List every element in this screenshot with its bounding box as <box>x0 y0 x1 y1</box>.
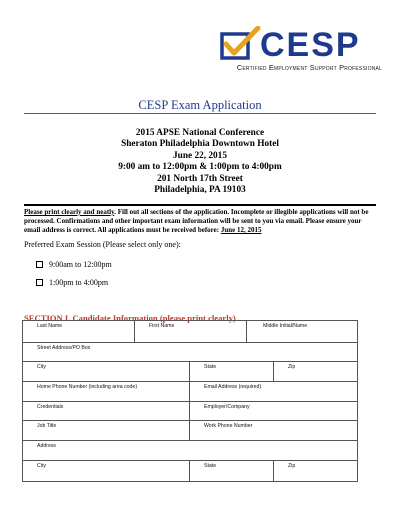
form-row <box>23 362 357 382</box>
work-zip-field[interactable]: Zip <box>288 463 296 469</box>
credentials-field[interactable]: Credentials <box>23 402 190 420</box>
conference-line: 9:00 am to 12:00pm & 1:00pm to 4:00pm <box>118 162 282 173</box>
session-option-label: 1:00pm to 4:00pm <box>49 278 109 287</box>
form-row <box>23 343 357 362</box>
instructions-notice <box>24 208 378 235</box>
form-row <box>23 461 357 481</box>
checkbox-icon[interactable] <box>36 261 43 268</box>
candidate-info-form <box>22 320 358 482</box>
last-name-field[interactable]: Last Name <box>23 321 135 342</box>
state-field[interactable]: State <box>190 362 274 381</box>
zip-field[interactable]: Zip <box>288 364 296 370</box>
first-name-field[interactable]: First Name <box>135 321 247 342</box>
session-prompt: Preferred Exam Session (Please select only one): <box>24 240 181 249</box>
checkbox-icon[interactable] <box>36 279 43 286</box>
work-phone-field[interactable]: Work Phone Number <box>204 423 253 429</box>
notice-body: . Fill out all sections of the application. Incomplete or illegible applications will not be processed. Confirmations and other important exam information will be sent to you via email. Please ensure your email address is correct. All applications must be received before: <box>24 208 369 234</box>
session-option-label: 9:00am to 12:00pm <box>49 260 112 269</box>
job-title-field[interactable]: Job Title <box>23 421 190 440</box>
form-row <box>23 321 357 343</box>
notice-divider <box>24 204 376 206</box>
checkbox-check-icon <box>220 26 264 62</box>
cesp-logo <box>220 26 380 76</box>
logo-brand: CESP <box>260 26 361 64</box>
conference-line: 201 North 17th Street <box>157 173 243 184</box>
conference-info <box>0 128 400 196</box>
email-field[interactable]: Email Address (required) <box>204 384 262 390</box>
title-divider <box>24 113 376 114</box>
street-address-field[interactable]: Street Address/PO Box <box>37 345 91 351</box>
work-state-field[interactable]: State <box>190 461 274 481</box>
conference-line: Sheraton Philadelphia Downtown Hotel <box>121 139 279 150</box>
notice-deadline: June 12, 2015 <box>220 226 262 234</box>
page-title: CESP Exam Application <box>138 98 262 112</box>
form-row <box>23 382 357 402</box>
session-option-afternoon[interactable] <box>36 278 108 287</box>
notice-lead: Please print clearly and neatly <box>24 208 115 216</box>
work-address-field[interactable]: Address <box>37 443 57 449</box>
logo-tagline: Certified Employment Support Professional <box>236 63 382 72</box>
form-row <box>23 421 357 441</box>
city-field[interactable]: City <box>23 362 190 381</box>
employer-field[interactable]: Employer/Company <box>204 404 250 410</box>
middle-initial-field[interactable]: Middle Initial/Name <box>263 323 308 329</box>
home-phone-field[interactable]: Home Phone Number (including area code) <box>23 382 190 401</box>
form-row <box>23 402 357 421</box>
section-title: SECTION I. Candidate Information (please print clearly) <box>24 313 236 323</box>
work-city-field[interactable]: City <box>23 461 190 481</box>
form-row <box>23 441 357 461</box>
conference-line: June 22, 2015 <box>173 150 227 161</box>
conference-line: 2015 APSE National Conference <box>135 128 265 138</box>
conference-line: Philadelphia, PA 19103 <box>154 185 246 196</box>
session-option-morning[interactable] <box>36 260 112 269</box>
